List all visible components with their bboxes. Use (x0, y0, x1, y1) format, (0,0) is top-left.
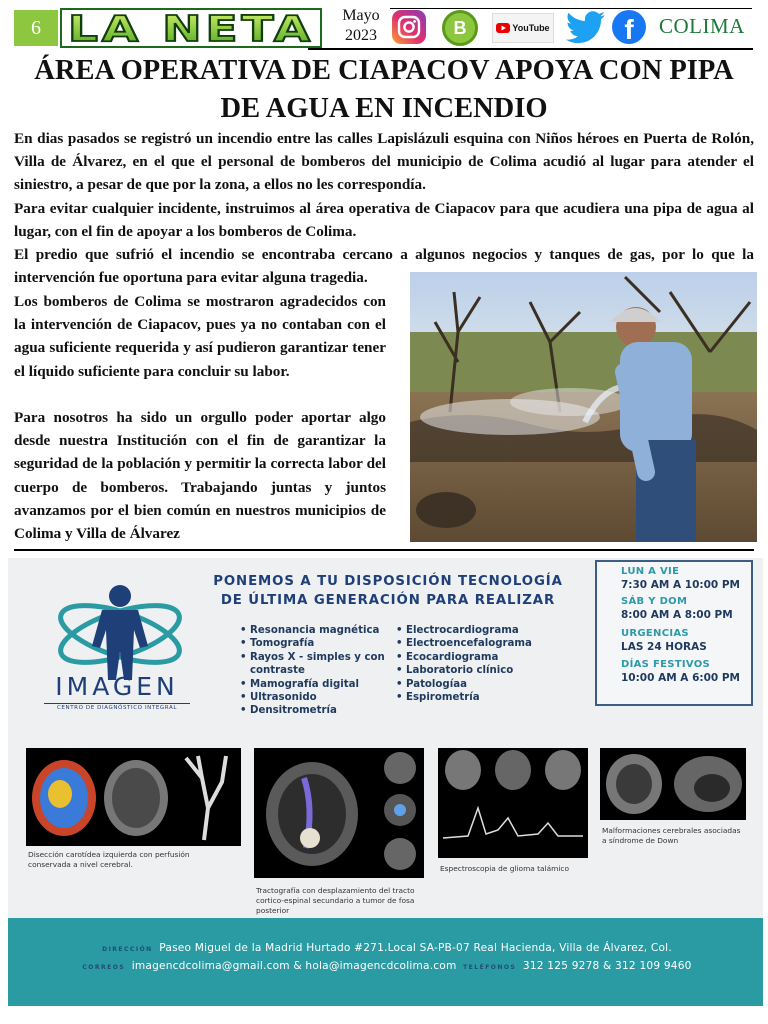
newspaper-logo (60, 8, 322, 48)
scan-panel-spectroscopy (438, 748, 588, 858)
whatsapp-business-icon[interactable] (442, 10, 478, 46)
youtube-icon[interactable] (492, 13, 554, 43)
services-list-right (396, 624, 566, 704)
service-item: • Mamografía digital (240, 678, 400, 691)
contact-line (8, 960, 763, 972)
hours-label: URGENCIAS (621, 628, 689, 639)
section-divider (14, 549, 754, 551)
facebook-letter: f (624, 14, 634, 45)
ad-contact-footer (8, 918, 763, 1006)
scan-caption-4: Malformaciones cerebrales asociadas a síndrome de Down (602, 826, 741, 845)
phone-text[interactable]: 312 125 9278 & 312 109 9460 (522, 960, 692, 972)
hours-value: 8:00 AM A 8:00 PM (621, 609, 733, 621)
service-item: • Resonancia magnética (240, 624, 400, 637)
scan-caption-3: Espectroscopia de glioma talámico (440, 864, 570, 873)
email-label: CORREOS (82, 964, 126, 971)
service-item: • Laboratorio clínico (396, 664, 566, 677)
edition-name: COLIMA (659, 14, 745, 38)
service-item: • Electrocardiograma (396, 624, 566, 637)
hours-value: LAS 24 HORAS (621, 641, 707, 653)
scan-caption-2: Tractografía con desplazamiento del tracto cortico-espinal secundario a tumor de fosa posterior (256, 886, 415, 915)
service-item: • Ecocardiograma (396, 651, 566, 664)
services-list-left (240, 624, 400, 718)
hours-label: DÍAS FESTIVOS (621, 659, 711, 670)
imagen-brand-sub: CENTRO DE DIAGNÓSTICO INTEGRAL (44, 703, 190, 711)
service-item: • Ultrasonido (240, 691, 400, 704)
imagen-brand: IMAGEN (55, 672, 179, 701)
article-headline: ÁREA OPERATIVA DE CIAPACOV APOYA CON PIPA DE AGUA EN INCENDIO (34, 55, 734, 124)
article-paragraph-2: Para evitar cualquier incidente, instruimos al área operativa de Ciapacov para que acudiera una pipa de agua al lugar, con el fin de apoyar a los bomberos de Colima. (14, 200, 754, 241)
ad-headline-line-2: DE ÚLTIMA GENERACIÓN PARA REALIZAR (220, 593, 556, 608)
address-label: DIRECCIÓN (102, 946, 153, 953)
hours-label: SÁB Y DOM (621, 596, 688, 607)
masthead-bottom-rule (308, 48, 753, 50)
ad-headline-line-1: PONEMOS A TU DISPOSICIÓN TECNOLOGÍA (213, 574, 563, 589)
masthead-top-rule (390, 8, 752, 9)
scan-panel-tractography (254, 748, 424, 878)
issue-year: 2023 (345, 27, 377, 44)
page-number: 6 (14, 10, 58, 46)
article-paragraph-3: El predio que sufrió el incendio se encontraba cercano a algunos negocios y tanques de gas, por lo que la intervención fue oportuna para evitar alguna tragedia. (14, 246, 754, 287)
service-item: • Patologíaa (396, 678, 566, 691)
phone-label: TELÉFONOS (463, 964, 517, 971)
service-item: • Espirometría (396, 691, 566, 704)
service-item: • Electroencefalograma (396, 637, 566, 650)
email-text[interactable]: imagencdcolima@gmail.com & hola@imagencdcolima.com (131, 960, 457, 972)
facebook-icon[interactable] (612, 10, 646, 44)
scan-panel-perfusion (26, 748, 241, 846)
ad-headline (206, 572, 570, 610)
service-item: • Rayos X - simples y con contraste (240, 651, 400, 678)
scan-caption-1: Disección carotídea izquierda con perfusión conservada a nivel cerebral. (28, 850, 190, 869)
imagen-advertisement (8, 558, 763, 1006)
twitter-icon[interactable] (566, 10, 606, 46)
whatsapp-letter: B (453, 17, 467, 38)
firefighting-photo (410, 272, 757, 542)
article-paragraph-1: En dias pasados se registró un incendio entre las calles Lapislázuli esquina con Niños héroes en Puerta de Rolón, Villa de Álvarez, en el que el personal de bomberos del municipio de Colima acudió al lugar para atender el siniestro, a pesar de que por la zona, a ellos no les correspondía. (14, 130, 754, 194)
hours-label: LUN A VIE (621, 566, 680, 577)
article-paragraph-4: Los bomberos de Colima se mostraron agradecidos con la intervención de Ciapacov, pues ya no contaban con el agua suficiente requerida y así pudieron garantizar tener el líquido suficiente para concluir su labor. (14, 293, 386, 380)
issue-date (326, 6, 396, 46)
service-item: • Tomografía (240, 637, 400, 650)
address-text: Paseo Miguel de la Madrid Hurtado #271.Local SA-PB-07 Real Hacienda, Villa de Álvarez, Col. (159, 942, 672, 954)
youtube-label: YouTube (512, 23, 550, 33)
opening-hours-box (595, 560, 753, 706)
hours-value: 7:30 AM A 10:00 PM (621, 579, 741, 591)
address-line (8, 942, 763, 954)
hours-value: 10:00 AM A 6:00 PM (621, 672, 741, 684)
masthead (14, 6, 754, 50)
issue-month: Mayo (342, 7, 380, 24)
svg-text:LA NETA: LA NETA (68, 10, 314, 46)
instagram-icon[interactable] (392, 10, 426, 44)
article-paragraph-5: Para nosotros ha sido un orgullo poder aportar algo desde nuestra Institución con el fin de garantizar la seguridad de la población y permitir la correcta labor del cuerpo de bomberos. Trabajando juntas y juntos avanzamos por el bien común en nuestros municipios de Colima y Villa de Álvarez (14, 409, 386, 543)
scan-panel-malformation (600, 748, 746, 820)
logo-text-art (62, 10, 320, 46)
service-item: • Densitrometría (240, 704, 400, 717)
